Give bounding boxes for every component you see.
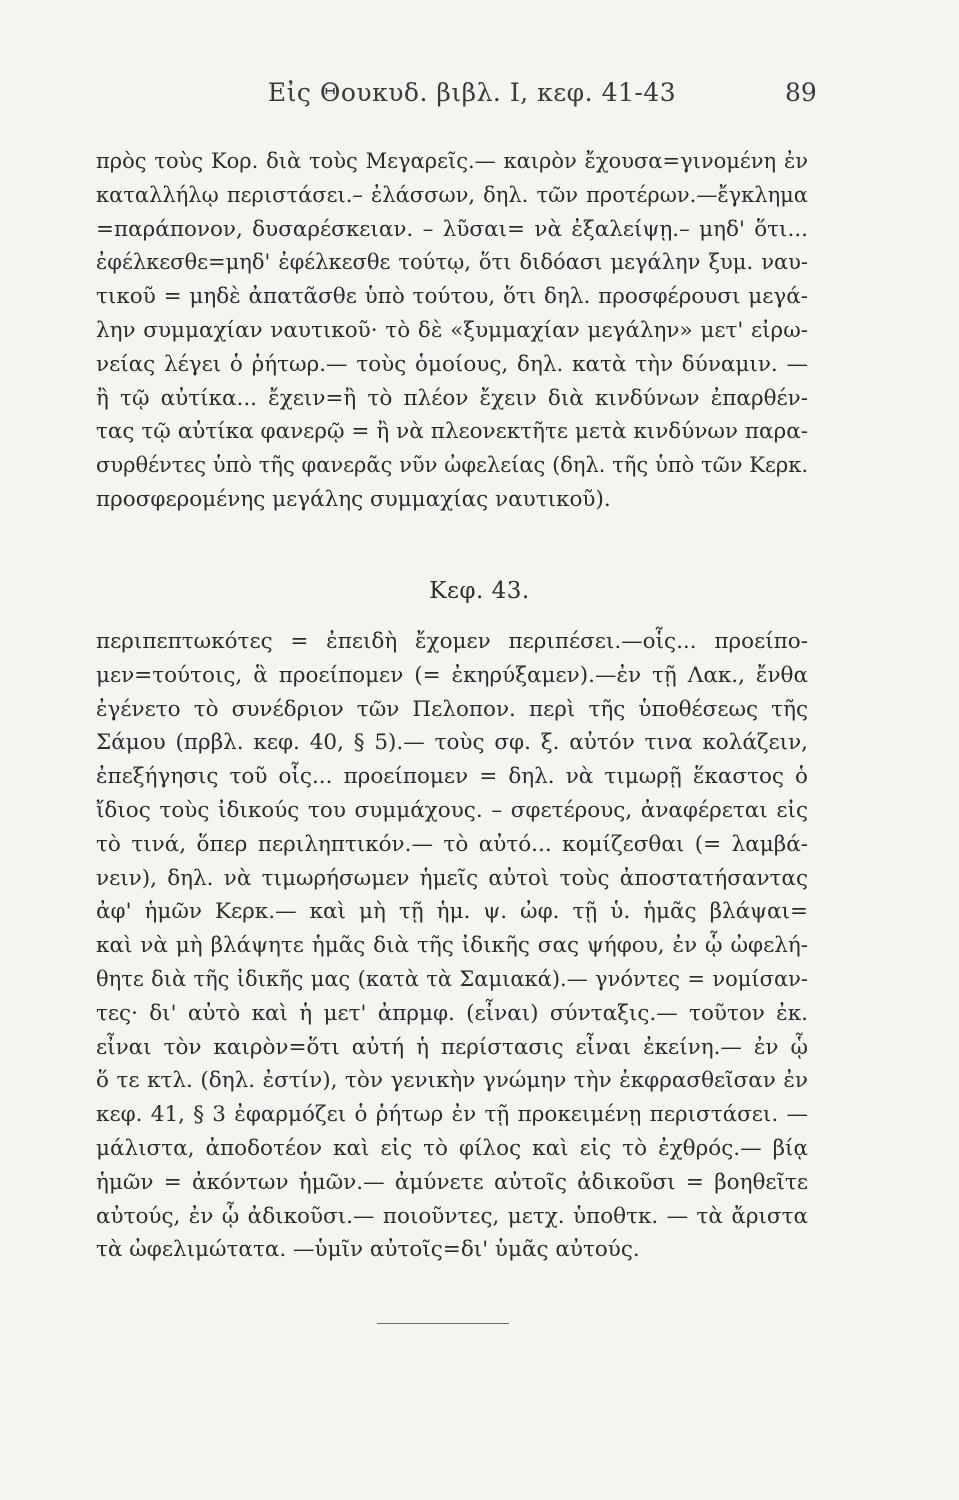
text-line: κεφ. 41, § 3 ἐφαρμόζει ὁ ῥήτωρ ἐν τῇ προκειμένῃ περιστάσει. — <box>96 1102 808 1128</box>
text-line: καταλλήλῳ περιστάσει.– ἐλάσσων, δηλ. τῶν προτέρων.—ἔγκλημα <box>96 182 808 207</box>
text-line: ἐγένετο τὸ συνέδριον τῶν Πελοπον. περὶ τῆς ὑποθέσεως τῆς <box>96 696 808 722</box>
text-line: ἀφ' ἡμῶν Κερκ.— καὶ μὴ τῇ ἡμ. ψ. ὠφ. τῇ ὑ. ἡμᾶς βλάψαι= <box>96 899 808 925</box>
text-line: μάλιστα, ἀποδοτέον καὶ εἰς τὸ φίλος καὶ εἰς τὸ ἐχθρός.— βίᾳ <box>96 1135 808 1161</box>
text-line: λην συμμαχίαν ναυτικοῦ· τὸ δὲ «ξυμμαχίαν μεγάλην» μετ' εἰρω- <box>96 317 808 343</box>
page-number: 89 <box>785 78 817 107</box>
text-line: πρὸς τοὺς Κορ. διὰ τοὺς Μεγαρεῖς.— καιρὸν ἔχουσα=γινομένη ἐν <box>96 149 808 173</box>
text-line: ὅ τε κτλ. (δηλ. ἐστίν), τὸν γενικὴν γνώμην τὴν ἐκφρασθεῖσαν ἐν <box>96 1068 808 1094</box>
text-line: ἐφέλκεσθε=μηδ' ἐφέλκεσθε τούτῳ, ὅτι διδόασι μεγάλην ξυμ. ναυ- <box>96 250 808 275</box>
text-line: συρθέντες ὑπὸ τῆς φανερᾶς νῦν ὠφελείας (δηλ. τῆς ὑπὸ τῶν Κερκ. <box>96 453 808 478</box>
text-line: ἡμῶν = ἀκόντων ἡμῶν.— ἀμύνετε αὐτοῖς ἀδικοῦσι = βοηθεῖτε <box>96 1169 808 1195</box>
text-line: =παράπονον, δυσαρέσκειαν. – λῦσαι= νὰ ἐξαλείψῃ.– μηδ' ὅτι... <box>96 216 808 242</box>
text-line: τες· δι' αὐτὸ καὶ ἡ μετ' ἀπρμφ. (εἶναι) σύνταξις.— τοῦτον ἐκ. <box>96 1000 808 1026</box>
text-line: τὸ τινά, ὅπερ περιληπτικόν.— τὸ αὐτό... κομίζεσθαι (= λαμβά- <box>96 831 808 857</box>
text-line: εἶναι τὸν καιρὸν=ὅτι αὐτή ἡ περίστασις εἶναι ἐκείνη.— ἐν ᾧ <box>96 1034 808 1060</box>
text-line: ἢ τῷ αὐτίκα... ἔχειν=ἢ τὸ πλέον ἔχειν διὰ κινδύνων ἐπαρθέν- <box>96 385 808 411</box>
text-line: νειν), δηλ. νὰ τιμωρήσωμεν ἡμεῖς αὐτοὶ τοὺς ἀποστατήσαντας <box>96 865 808 891</box>
text-line: τας τῷ αὐτίκα φανερῷ = ἢ νὰ πλεονεκτῆτε μετὰ κινδύνων παρα- <box>96 419 808 445</box>
chapter-heading: Κεφ. 43. <box>429 578 530 604</box>
commentary-block-chapter-42 <box>96 145 808 517</box>
text-line: Σάμου (πρβλ. κεφ. 40, § 5).— τοὺς σφ. ξ. αὐτόν τινα κολάζειν, <box>96 730 808 756</box>
running-title: Εἰς Θουκυδ. βιβλ. Ι, κεφ. 41-43 <box>267 78 677 107</box>
end-rule <box>377 1323 509 1324</box>
text-line: τὰ ὠφελιμώτατα. —ὑμῖν αὐτοῖς=δι' ὑμᾶς αὐτούς. <box>96 1237 640 1263</box>
text-line: περιπεπτωκότες = ἐπειδὴ ἔχομεν περιπέσει.—οἷς... προείπο- <box>96 629 808 654</box>
text-line: αὐτούς, ἐν ᾧ ἀδικοῦσι.— ποιοῦντες, μετχ. ὑποθτκ. — τὰ ἄριστα <box>96 1203 808 1229</box>
commentary-block-chapter-43 <box>96 625 808 1267</box>
text-line: προσφερομένης μεγάλης συμμαχίας ναυτικοῦ). <box>96 486 611 512</box>
text-line: καὶ νὰ μὴ βλάψητε ἡμᾶς διὰ τῆς ἰδικῆς σας ψήφου, ἐν ᾧ ὠφελή- <box>96 933 808 959</box>
text-line: θητε διὰ τῆς ἰδικῆς μας (κατὰ τὰ Σαμιακά).— γνόντες = νομίσαν- <box>96 966 808 991</box>
text-line: ἐπεξήγησις τοῦ οἷς... προείπομεν = δηλ. νὰ τιμωρῇ ἕκαστος ὁ <box>96 764 808 790</box>
text-line: νείας λέγει ὁ ῥήτωρ.— τοὺς ὁμοίους, δηλ. κατὰ τὴν δύναμιν. — <box>96 351 808 377</box>
running-head <box>0 78 959 118</box>
text-line: μεν=τούτοις, ἃ προείπομεν (= ἐκηρύξαμεν).—ἐν τῇ Λακ., ἔνθα <box>96 662 808 688</box>
text-line: τικοῦ = μηδὲ ἀπατᾶσθε ὑπὸ τούτου, ὅτι δηλ. προσφέρουσι μεγά- <box>96 284 808 310</box>
text-line: ἴδιος τοὺς ἰδικούς του συμμάχους. – σφετέρους, ἀναφέρεται εἰς <box>96 797 808 823</box>
